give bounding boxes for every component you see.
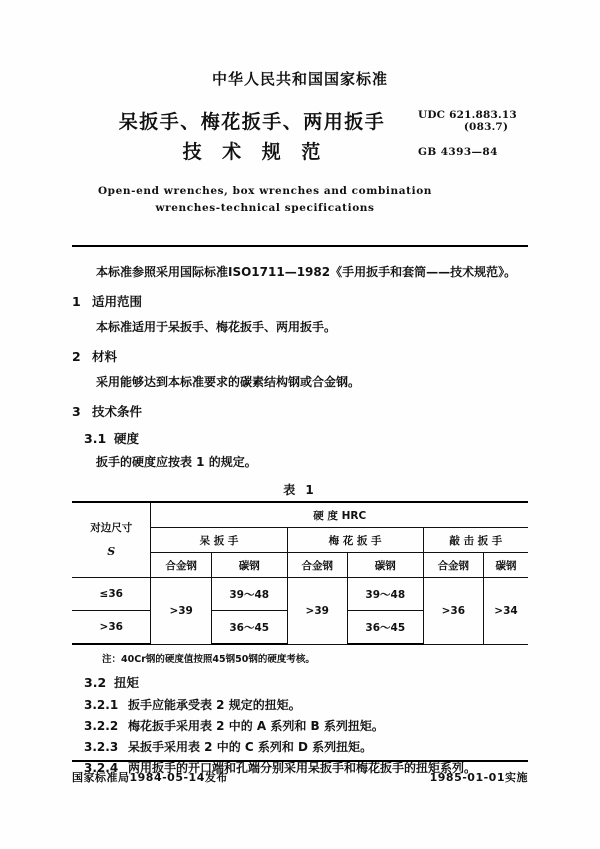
section-1-heading [72, 293, 528, 311]
title-en-line2: wrenches-technical specifications [155, 202, 375, 214]
section-3-2-3-number: 3.2.3 [84, 740, 119, 754]
header-divider-rule [72, 245, 528, 247]
section-3-2-1-number: 3.2.1 [84, 698, 119, 712]
section-3-2-heading [72, 674, 528, 692]
section-3-1-number: 3.1 [84, 431, 107, 446]
cell-open-alloy: >39 [151, 578, 211, 645]
section-3-number: 3 [72, 404, 81, 419]
section-2-heading [72, 348, 528, 366]
document-content [72, 0, 528, 780]
section-2-number: 2 [72, 349, 81, 364]
section-1-text: 本标准适用于呆扳手、梅花扳手、两用扳手。 [96, 320, 337, 334]
udc-code: UDC 621.883.13 [418, 109, 517, 121]
table-header-open-end-wrench: 呆 扳 手 [151, 528, 287, 553]
section-3-heading [72, 403, 528, 421]
table-header-open-alloy: 合金钢 [151, 553, 211, 578]
table-header-box-carbon: 碳钢 [347, 553, 423, 578]
section-3-2-3-text: 呆扳手采用表 2 中的 C 系列和 D 系列扭矩。 [128, 740, 373, 754]
section-3-2-title: 扭矩 [114, 675, 140, 690]
cell-box-carbon-row1: 39～48 [347, 578, 423, 611]
cell-strike-carbon: >34 [484, 578, 528, 645]
footer-effective-date: 1985-01-01实施 [429, 771, 528, 784]
section-3-title: 技术条件 [92, 404, 143, 419]
section-3-2-1 [72, 696, 528, 715]
table-header-row-1 [72, 502, 528, 528]
section-3-1-text: 扳手的硬度应按表 1 的规定。 [96, 455, 257, 469]
table-header-strike-alloy: 合金钢 [423, 553, 483, 578]
section-2-text: 采用能够达到本标准要求的碳素结构钢或合金钢。 [96, 375, 361, 389]
cell-strike-alloy: >36 [423, 578, 483, 645]
cell-box-alloy: >39 [287, 578, 347, 645]
page-footer [72, 760, 528, 785]
section-3-2-3 [72, 738, 528, 757]
section-3-2-2-number: 3.2.2 [84, 719, 119, 733]
cell-open-carbon-row2: 36～45 [211, 611, 287, 645]
size-label-symbol: S [107, 545, 116, 558]
title-en-line1: Open-end wrenches, box wrenches and combination [97, 185, 433, 197]
section-2-title: 材料 [92, 349, 118, 364]
section-3-2-1-text: 扳手应能承受表 2 规定的扭矩。 [128, 698, 301, 712]
table-header-hardness: 硬 度 HRC [151, 502, 528, 528]
table-row [72, 578, 528, 611]
section-3-2-4-number: 3.2.4 [84, 761, 119, 775]
document-body [72, 262, 528, 778]
cell-open-carbon-row1: 39～48 [211, 578, 287, 611]
table-header-box-alloy: 合金钢 [287, 553, 347, 578]
section-3-2-2-text: 梅花扳手采用表 2 中的 A 系列和 B 系列扭矩。 [128, 719, 384, 733]
footer-issued-date: 国家标准局1984-05-14发布 [72, 771, 228, 784]
document-title-english [72, 183, 528, 217]
udc-subcode: (083.7) [463, 121, 509, 133]
cell-box-carbon-row2: 36～45 [347, 611, 423, 645]
cell-size-row1: ≤36 [72, 578, 151, 611]
footer-row [72, 769, 528, 785]
section-3-1-heading [72, 430, 528, 448]
gb-standard-number: GB 4393—84 [418, 146, 498, 158]
table-note: 注：40Cr钢的硬度值按照45钢50钢的硬度考核。 [102, 654, 315, 665]
section-3-2-4-text: 两用扳手的开口端和孔端分别采用呆扳手和梅花扳手的扭矩系列。 [128, 761, 477, 775]
hardness-table [72, 501, 528, 645]
section-3-2-number: 3.2 [84, 675, 107, 690]
table-1-caption: 表 1 [283, 483, 317, 497]
title-cn-line1: 呆扳手、梅花扳手、两用扳手 [118, 111, 386, 133]
table-header-size [72, 502, 151, 578]
cell-size-row2: >36 [72, 611, 151, 645]
section-1-title: 适用范围 [92, 294, 143, 309]
section-3-2-2 [72, 717, 528, 736]
national-standard-header: 中华人民共和国国家标准 [211, 70, 388, 88]
table-header-open-carbon: 碳钢 [211, 553, 287, 578]
footer-divider-rule [72, 760, 528, 762]
section-3-1-title: 硬度 [114, 431, 140, 446]
iso-reference-paragraph: 本标准参照采用国际标准ISO1711—1982《手用扳手和套筒——技术规范》。 [96, 265, 517, 279]
title-cn-line2: 技 术 规 范 [182, 141, 328, 163]
size-label-line1: 对边尺寸 [90, 522, 133, 534]
table-header-box-wrench: 梅 花 扳 手 [287, 528, 423, 553]
standard-codes [418, 109, 536, 158]
section-1-number: 1 [72, 294, 81, 309]
table-header-striking-wrench: 敲 击 扳 手 [423, 528, 528, 553]
table-header-strike-carbon: 碳钢 [484, 553, 528, 578]
title-block [72, 107, 528, 167]
